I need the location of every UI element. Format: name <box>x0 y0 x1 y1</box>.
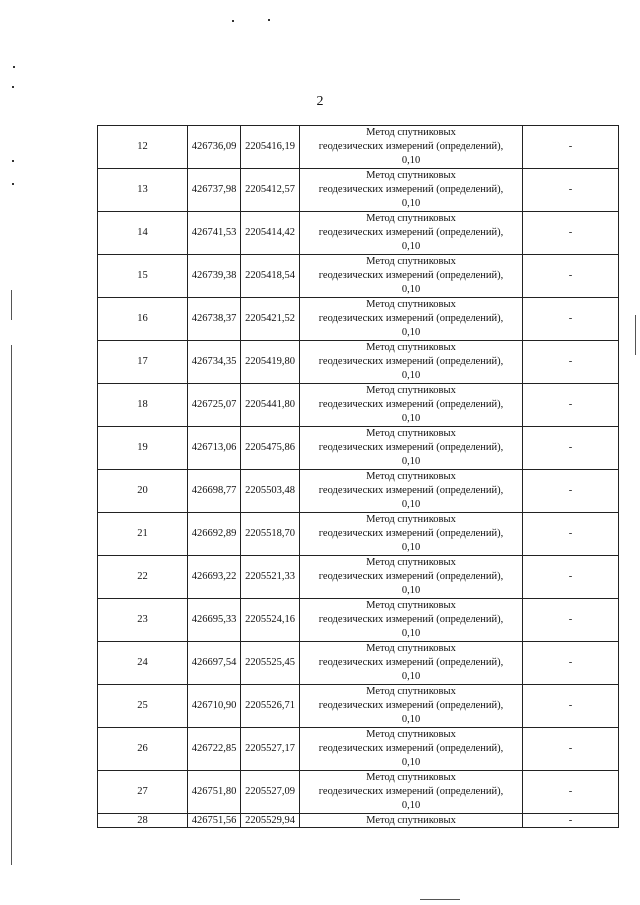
method-cell <box>300 298 523 341</box>
description-cell: - <box>523 728 619 771</box>
method-line: геодезических измерений (определений), <box>318 227 504 238</box>
description-cell: - <box>523 470 619 513</box>
method-line: 0,10 <box>401 628 421 639</box>
method-line: 0,10 <box>401 757 421 768</box>
point-number-cell: 24 <box>98 642 188 685</box>
method-line: Метод спутниковых <box>366 256 456 267</box>
x-coordinate-cell: 426751,80 <box>188 771 241 814</box>
method-cell <box>300 470 523 513</box>
description-cell: - <box>523 814 619 828</box>
x-coordinate-cell: 426710,90 <box>188 685 241 728</box>
y-coordinate-cell: 2205525,45 <box>241 642 300 685</box>
method-line: Метод спутниковых <box>366 471 456 482</box>
table-row <box>98 685 619 728</box>
method-line: 0,10 <box>401 370 421 381</box>
method-line: геодезических измерений (определений), <box>318 700 504 711</box>
table-row <box>98 341 619 384</box>
method-line: геодезических измерений (определений), <box>318 657 504 668</box>
method-line: геодезических измерений (определений), <box>318 528 504 539</box>
x-coordinate-cell: 426734,35 <box>188 341 241 384</box>
y-coordinate-cell: 2205527,09 <box>241 771 300 814</box>
method-line: Метод спутниковых <box>366 127 456 138</box>
y-coordinate-cell: 2205521,33 <box>241 556 300 599</box>
method-line: 0,10 <box>401 284 421 295</box>
method-line: 0,10 <box>401 198 421 209</box>
point-number-cell: 25 <box>98 685 188 728</box>
table-row <box>98 814 619 828</box>
method-cell <box>300 212 523 255</box>
description-cell: - <box>523 255 619 298</box>
point-number-cell: 13 <box>98 169 188 212</box>
description-cell: - <box>523 771 619 814</box>
method-line: 0,10 <box>401 456 421 467</box>
point-number-cell: 26 <box>98 728 188 771</box>
y-coordinate-cell: 2205529,94 <box>241 814 300 828</box>
page-number: 2 <box>316 94 324 109</box>
table-row <box>98 556 619 599</box>
description-cell: - <box>523 427 619 470</box>
table-row <box>98 255 619 298</box>
method-line: 0,10 <box>401 542 421 553</box>
point-number-cell: 14 <box>98 212 188 255</box>
method-line: Метод спутниковых <box>366 814 456 826</box>
scan-speck <box>13 66 15 68</box>
method-line: Метод спутниковых <box>366 213 456 224</box>
method-line: геодезических измерений (определений), <box>318 614 504 625</box>
method-cell <box>300 599 523 642</box>
y-coordinate-cell: 2205518,70 <box>241 513 300 556</box>
description-cell: - <box>523 513 619 556</box>
description-cell: - <box>523 384 619 427</box>
method-line: геодезических измерений (определений), <box>318 141 504 152</box>
method-line: Метод спутниковых <box>366 385 456 396</box>
description-cell: - <box>523 212 619 255</box>
point-number-cell: 28 <box>98 814 188 828</box>
y-coordinate-cell: 2205526,71 <box>241 685 300 728</box>
x-coordinate-cell: 426738,37 <box>188 298 241 341</box>
method-line: геодезических измерений (определений), <box>318 356 504 367</box>
description-cell: - <box>523 556 619 599</box>
method-cell <box>300 728 523 771</box>
description-cell: - <box>523 298 619 341</box>
description-cell: - <box>523 126 619 169</box>
y-coordinate-cell: 2205475,86 <box>241 427 300 470</box>
method-line: 0,10 <box>401 585 421 596</box>
scan-edge-line <box>420 899 460 900</box>
method-line: 0,10 <box>401 800 421 811</box>
y-coordinate-cell: 2205421,52 <box>241 298 300 341</box>
scan-edge-line <box>635 315 636 355</box>
method-line: Метод спутниковых <box>366 686 456 697</box>
scan-speck <box>12 183 14 185</box>
method-line: Метод спутниковых <box>366 643 456 654</box>
method-line: 0,10 <box>401 499 421 510</box>
method-cell <box>300 427 523 470</box>
point-number-cell: 15 <box>98 255 188 298</box>
y-coordinate-cell: 2205416,19 <box>241 126 300 169</box>
method-line: 0,10 <box>401 327 421 338</box>
method-line: геодезических измерений (определений), <box>318 786 504 797</box>
point-number-cell: 21 <box>98 513 188 556</box>
table-row <box>98 642 619 685</box>
table-row <box>98 599 619 642</box>
method-line: геодезических измерений (определений), <box>318 313 504 324</box>
y-coordinate-cell: 2205419,80 <box>241 341 300 384</box>
method-cell <box>300 771 523 814</box>
point-number-cell: 20 <box>98 470 188 513</box>
method-line: геодезических измерений (определений), <box>318 485 504 496</box>
point-number-cell: 23 <box>98 599 188 642</box>
description-cell: - <box>523 169 619 212</box>
table-row <box>98 470 619 513</box>
method-line: геодезических измерений (определений), <box>318 184 504 195</box>
method-cell <box>300 814 523 828</box>
table-row <box>98 513 619 556</box>
x-coordinate-cell: 426713,06 <box>188 427 241 470</box>
description-cell: - <box>523 685 619 728</box>
scan-speck <box>268 19 270 21</box>
method-line: Метод спутниковых <box>366 342 456 353</box>
table-row <box>98 126 619 169</box>
x-coordinate-cell: 426736,09 <box>188 126 241 169</box>
point-number-cell: 18 <box>98 384 188 427</box>
point-number-cell: 16 <box>98 298 188 341</box>
scan-edge-line <box>11 290 12 320</box>
method-line: геодезических измерений (определений), <box>318 571 504 582</box>
method-line: Метод спутниковых <box>366 428 456 439</box>
x-coordinate-cell: 426722,85 <box>188 728 241 771</box>
description-cell: - <box>523 341 619 384</box>
table-row <box>98 298 619 341</box>
table-row <box>98 427 619 470</box>
method-line: Метод спутниковых <box>366 299 456 310</box>
method-line: 0,10 <box>401 241 421 252</box>
x-coordinate-cell: 426695,33 <box>188 599 241 642</box>
method-line: 0,10 <box>401 714 421 725</box>
x-coordinate-cell: 426741,53 <box>188 212 241 255</box>
method-cell <box>300 685 523 728</box>
method-line: геодезических измерений (определений), <box>318 399 504 410</box>
method-line: Метод спутниковых <box>366 772 456 783</box>
method-line: Метод спутниковых <box>366 600 456 611</box>
scan-edge-line <box>11 345 12 865</box>
scan-speck <box>232 20 234 22</box>
y-coordinate-cell: 2205527,17 <box>241 728 300 771</box>
table-row <box>98 728 619 771</box>
method-line: 0,10 <box>401 155 421 166</box>
table-row <box>98 169 619 212</box>
method-cell <box>300 169 523 212</box>
method-line: Метод спутниковых <box>366 557 456 568</box>
method-cell <box>300 556 523 599</box>
x-coordinate-cell: 426697,54 <box>188 642 241 685</box>
method-line: геодезических измерений (определений), <box>318 442 504 453</box>
table-row <box>98 212 619 255</box>
table-row <box>98 771 619 814</box>
x-coordinate-cell: 426737,98 <box>188 169 241 212</box>
y-coordinate-cell: 2205418,54 <box>241 255 300 298</box>
description-cell: - <box>523 642 619 685</box>
scan-speck <box>12 86 14 88</box>
method-cell <box>300 384 523 427</box>
y-coordinate-cell: 2205441,80 <box>241 384 300 427</box>
y-coordinate-cell: 2205412,57 <box>241 169 300 212</box>
table-row <box>98 384 619 427</box>
point-number-cell: 17 <box>98 341 188 384</box>
point-number-cell: 22 <box>98 556 188 599</box>
method-cell <box>300 341 523 384</box>
x-coordinate-cell: 426725,07 <box>188 384 241 427</box>
point-number-cell: 19 <box>98 427 188 470</box>
method-line: Метод спутниковых <box>366 170 456 181</box>
point-number-cell: 27 <box>98 771 188 814</box>
method-cell <box>300 513 523 556</box>
x-coordinate-cell: 426698,77 <box>188 470 241 513</box>
y-coordinate-cell: 2205503,48 <box>241 470 300 513</box>
method-cell <box>300 126 523 169</box>
table-body <box>98 126 619 828</box>
point-number-cell: 12 <box>98 126 188 169</box>
x-coordinate-cell: 426692,89 <box>188 513 241 556</box>
method-line: 0,10 <box>401 413 421 424</box>
y-coordinate-cell: 2205524,16 <box>241 599 300 642</box>
coordinates-table <box>97 125 619 828</box>
method-line: Метод спутниковых <box>366 514 456 525</box>
x-coordinate-cell: 426739,38 <box>188 255 241 298</box>
method-line: Метод спутниковых <box>366 729 456 740</box>
method-line: геодезических измерений (определений), <box>318 270 504 281</box>
method-line: 0,10 <box>401 671 421 682</box>
method-line: геодезических измерений (определений), <box>318 743 504 754</box>
y-coordinate-cell: 2205414,42 <box>241 212 300 255</box>
method-cell <box>300 255 523 298</box>
scan-speck <box>12 160 14 162</box>
description-cell: - <box>523 599 619 642</box>
x-coordinate-cell: 426693,22 <box>188 556 241 599</box>
x-coordinate-cell: 426751,56 <box>188 814 241 828</box>
method-cell <box>300 642 523 685</box>
